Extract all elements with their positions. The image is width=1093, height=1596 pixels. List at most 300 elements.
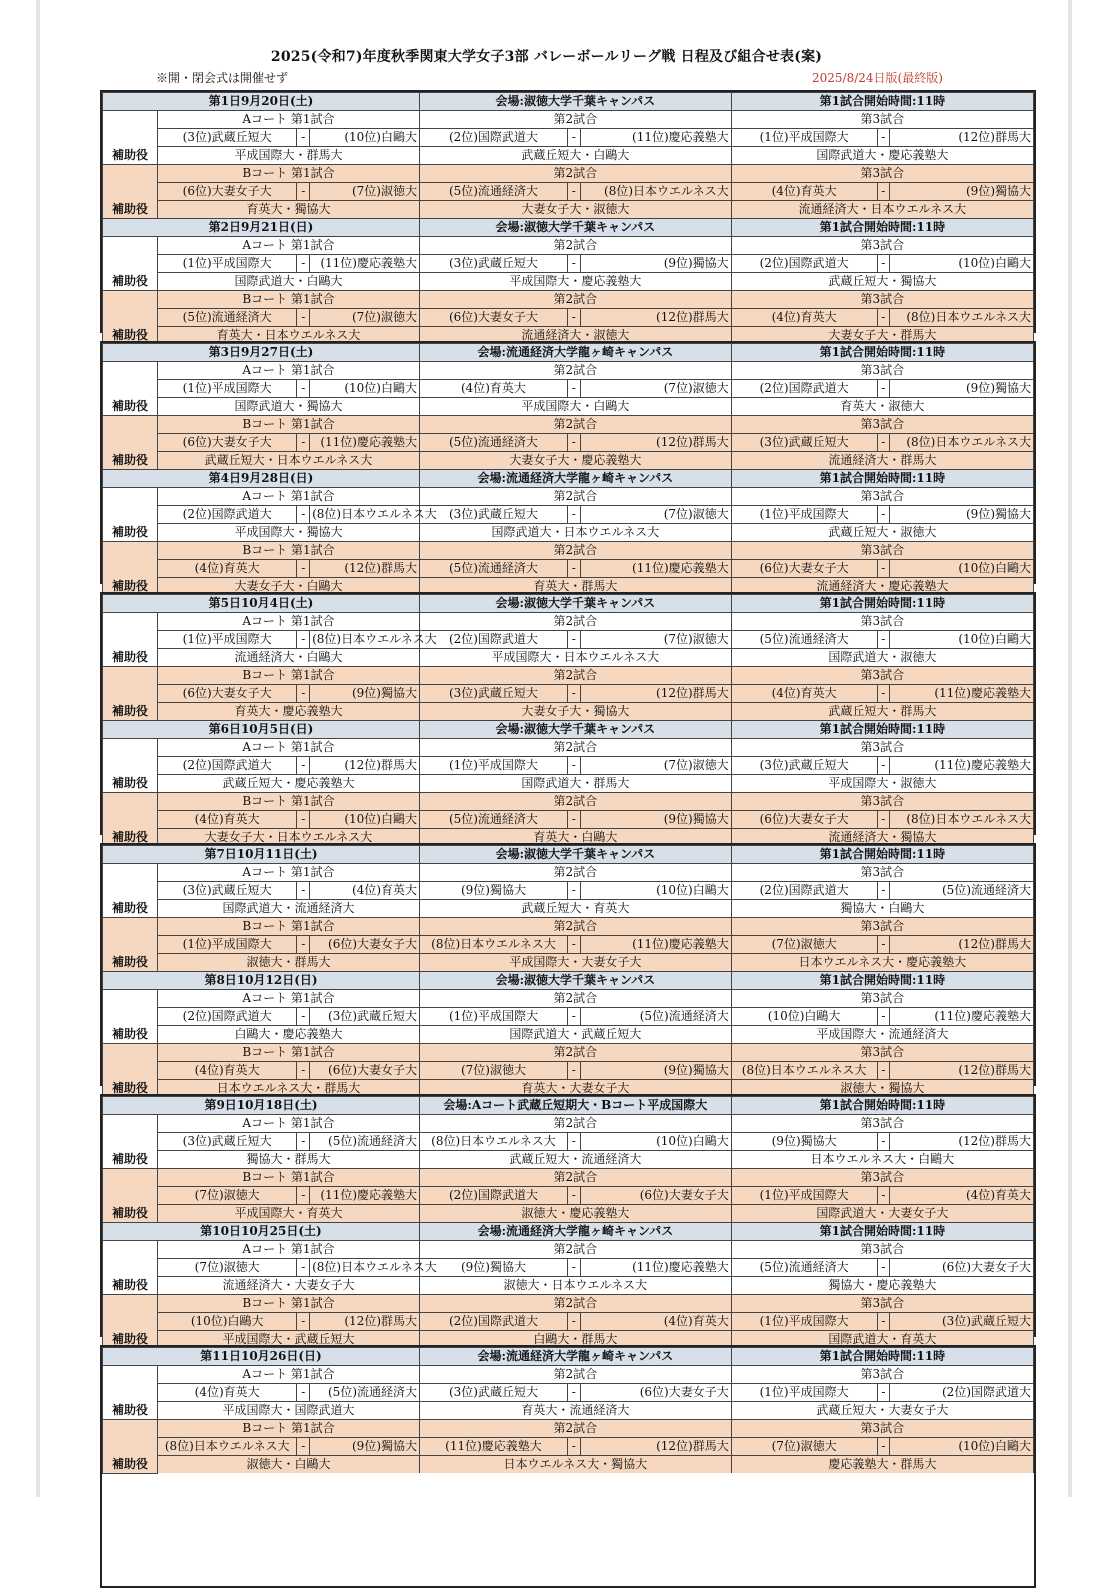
team-name: (11位)慶応義塾大 — [890, 757, 1034, 775]
helper-teams: 国際武道大・獨協大 — [157, 398, 419, 416]
day-start-time: 第1試合開始時間:11時 — [731, 219, 1033, 237]
day-header — [103, 219, 1034, 237]
team-name: (3位)武蔵丘短大 — [157, 1133, 296, 1151]
court-a-helper-row — [103, 147, 1034, 165]
match-label: 第2試合 — [419, 613, 731, 631]
team-name: (1位)平成国際大 — [731, 129, 877, 147]
helper-teams: 流通経済大・大妻女子大 — [157, 1277, 419, 1295]
court-a-helper-row — [103, 1026, 1034, 1044]
court-a-helper-row — [103, 398, 1034, 416]
court-match-label: Aコート 第1試合 — [157, 1115, 419, 1133]
team-name: (10位)白鷗大 — [890, 1438, 1034, 1456]
match-label: 第2試合 — [420, 1044, 732, 1062]
week-block — [100, 341, 1036, 593]
court-a-helper-row — [103, 1151, 1034, 1169]
team-name: (1位)平成国際大 — [157, 380, 296, 398]
team-name: (3位)武蔵丘短大 — [890, 1313, 1034, 1331]
match-label: 第3試合 — [731, 1241, 1033, 1259]
team-name: (3位)武蔵丘短大 — [310, 1008, 420, 1026]
team-name: (6位)大妻女子大 — [157, 183, 296, 201]
helper-teams: 日本ウエルネス大・白鷗大 — [731, 1151, 1033, 1169]
team-name: (7位)淑徳大 — [420, 1062, 568, 1080]
week-block — [100, 592, 1036, 844]
court-b-match-row — [103, 309, 1034, 327]
day-date: 第8日10月12日(日) — [103, 972, 420, 990]
court-a-match-row — [103, 757, 1034, 775]
court-a-match-row — [103, 1133, 1034, 1151]
team-name: (7位)淑徳大 — [580, 757, 731, 775]
team-name: (6位)大妻女子大 — [157, 685, 296, 703]
day-start-time: 第1試合開始時間:11時 — [731, 721, 1033, 739]
team-name: (8位)日本ウエルネス大 — [157, 1438, 296, 1456]
court-b-match-row — [103, 1062, 1034, 1080]
vs-dash: - — [297, 1133, 310, 1151]
court-a-label-row — [103, 1115, 1034, 1133]
vs-dash: - — [297, 1313, 310, 1331]
team-name: (8位)日本ウエルネス大 — [420, 1133, 568, 1151]
team-name: (10位)白鷗大 — [310, 129, 420, 147]
helper-teams: 平成国際大・日本ウエルネス大 — [419, 649, 731, 667]
team-name: (3位)武蔵丘短大 — [731, 757, 877, 775]
match-label: 第2試合 — [419, 362, 731, 380]
match-label: 第3試合 — [731, 1169, 1033, 1187]
court-b-label-row — [103, 1295, 1034, 1313]
team-name: (11位)慶応義塾大 — [580, 1259, 731, 1277]
team-name: (1位)平成国際大 — [157, 936, 296, 954]
court-match-label: Bコート 第1試合 — [157, 918, 419, 936]
team-name: (8位)日本ウエルネス大 — [890, 811, 1034, 829]
court-a-helper-row — [103, 649, 1034, 667]
helper-teams: 平成国際大・武蔵丘短大 — [157, 1331, 419, 1349]
team-name: (5位)流通経済大 — [731, 631, 877, 649]
court-b-match-row — [103, 183, 1034, 201]
helper-label: 補助役 — [103, 1366, 158, 1420]
vs-dash: - — [297, 1187, 310, 1205]
helper-teams: 平成国際大・淑徳大 — [731, 775, 1033, 793]
team-name: (1位)平成国際大 — [731, 1313, 877, 1331]
day-venue: 会場:流通経済大学龍ヶ崎キャンパス — [419, 470, 731, 488]
team-name: (8位)日本ウエルネス大 — [580, 183, 731, 201]
vs-dash: - — [297, 882, 310, 900]
match-label: 第3試合 — [731, 488, 1033, 506]
team-name: (5位)流通経済大 — [310, 1384, 420, 1402]
vs-dash: - — [877, 183, 890, 201]
day-start-time: 第1試合開始時間:11時 — [731, 846, 1033, 864]
court-a-helper-row — [103, 775, 1034, 793]
court-b-label-row — [103, 918, 1034, 936]
court-a-label-row — [103, 739, 1034, 757]
match-label: 第3試合 — [731, 1420, 1033, 1438]
vs-dash: - — [567, 1133, 580, 1151]
day-header — [103, 1348, 1034, 1366]
match-label: 第2試合 — [419, 165, 731, 183]
team-name: (9位)獨協大 — [890, 506, 1034, 524]
day-header — [103, 1097, 1034, 1115]
day-venue: 会場:淑徳大学千葉キャンパス — [420, 846, 732, 864]
court-a-helper-row — [103, 524, 1034, 542]
day-start-time: 第1試合開始時間:11時 — [731, 1348, 1033, 1366]
match-label: 第3試合 — [731, 1044, 1033, 1062]
vs-dash: - — [297, 936, 310, 954]
court-b-match-row — [103, 685, 1034, 703]
team-name: (2位)国際武道大 — [731, 255, 877, 273]
team-name: (6位)大妻女子大 — [890, 1259, 1034, 1277]
vs-dash: - — [877, 380, 890, 398]
team-name: (3位)武蔵丘短大 — [419, 685, 567, 703]
helper-teams: 平成国際大・育英大 — [157, 1205, 419, 1223]
day-start-time: 第1試合開始時間:11時 — [731, 972, 1033, 990]
team-name: (8位)日本ウエルネス大 — [310, 506, 420, 524]
team-name: (10位)白鷗大 — [580, 1133, 731, 1151]
helper-label: 補助役 — [103, 291, 158, 345]
team-name: (3位)武蔵丘短大 — [420, 1384, 568, 1402]
helper-teams: 国際武道大・群馬大 — [419, 775, 731, 793]
match-label: 第3試合 — [731, 1115, 1033, 1133]
team-name: (5位)流通経済大 — [890, 882, 1034, 900]
week-block — [100, 90, 1036, 342]
vs-dash: - — [297, 1008, 310, 1026]
helper-teams: 日本ウエルネス大・群馬大 — [157, 1080, 419, 1098]
match-label: 第2試合 — [419, 739, 731, 757]
match-label: 第2試合 — [420, 1169, 732, 1187]
match-label: 第3試合 — [731, 739, 1033, 757]
helper-teams: 日本ウエルネス大・獨協大 — [420, 1456, 732, 1474]
team-name: (7位)淑徳大 — [157, 1259, 296, 1277]
helper-teams: 育英大・日本ウエルネス大 — [157, 327, 419, 345]
helper-teams: 流通経済大・獨協大 — [731, 829, 1033, 847]
team-name: (11位)慶応義塾大 — [890, 1008, 1034, 1026]
court-b-label-row — [103, 291, 1034, 309]
match-label: 第3試合 — [731, 291, 1033, 309]
court-match-label: Aコート 第1試合 — [157, 1241, 419, 1259]
court-b-label-row — [103, 1044, 1034, 1062]
team-name: (10位)白鷗大 — [890, 631, 1034, 649]
team-name: (1位)平成国際大 — [157, 631, 296, 649]
day-date: 第3日9月27日(土) — [103, 344, 420, 362]
helper-teams: 育英大・白鷗大 — [419, 829, 731, 847]
court-a-label-row — [103, 488, 1034, 506]
team-name: (9位)獨協大 — [731, 1133, 877, 1151]
team-name: (6位)大妻女子大 — [731, 560, 877, 578]
day-date: 第5日10月4日(土) — [103, 595, 420, 613]
team-name: (1位)平成国際大 — [419, 757, 567, 775]
court-match-label: Bコート 第1試合 — [157, 416, 419, 434]
helper-teams: 大妻女子大・慶応義塾大 — [419, 452, 731, 470]
team-name: (11位)慶応義塾大 — [580, 936, 731, 954]
court-b-label-row — [103, 165, 1034, 183]
match-label: 第3試合 — [731, 542, 1033, 560]
team-name: (8位)日本ウエルネス大 — [890, 309, 1034, 327]
match-label: 第2試合 — [420, 1115, 732, 1133]
helper-teams: 武蔵丘短大・流通経済大 — [420, 1151, 732, 1169]
team-name: (3位)武蔵丘短大 — [731, 434, 877, 452]
team-name: (6位)大妻女子大 — [731, 811, 877, 829]
helper-label: 補助役 — [103, 918, 158, 972]
helper-teams: 育英大・淑徳大 — [731, 398, 1033, 416]
vs-dash: - — [877, 1438, 890, 1456]
helper-teams: 獨協大・群馬大 — [157, 1151, 419, 1169]
vs-dash: - — [297, 380, 310, 398]
day-date: 第11日10月26日(日) — [103, 1348, 420, 1366]
match-label: 第2試合 — [420, 1366, 732, 1384]
vs-dash: - — [297, 255, 310, 273]
team-name: (4位)育英大 — [731, 685, 877, 703]
day-date: 第2日9月21日(日) — [103, 219, 420, 237]
team-name: (4位)育英大 — [419, 380, 567, 398]
day-header — [103, 846, 1034, 864]
team-name: (4位)育英大 — [157, 560, 296, 578]
helper-label: 補助役 — [103, 111, 158, 165]
court-match-label: Bコート 第1試合 — [157, 793, 419, 811]
court-b-helper-row — [103, 1456, 1034, 1474]
day-start-time: 第1試合開始時間:11時 — [731, 595, 1033, 613]
court-b-helper-row — [103, 1080, 1034, 1098]
day-start-time: 第1試合開始時間:11時 — [731, 1097, 1033, 1115]
vs-dash: - — [297, 631, 310, 649]
helper-teams: 獨協大・慶応義塾大 — [731, 1277, 1033, 1295]
court-a-label-row — [103, 613, 1034, 631]
helper-teams: 平成国際大・慶応義塾大 — [419, 273, 731, 291]
court-a-match-row — [103, 631, 1034, 649]
court-a-label-row — [103, 1241, 1034, 1259]
team-name: (8位)日本ウエルネス大 — [890, 434, 1034, 452]
team-name: (5位)流通経済大 — [731, 1259, 877, 1277]
helper-teams: 国際武道大・育英大 — [731, 1331, 1033, 1349]
day-header — [103, 344, 1034, 362]
team-name: (10位)白鷗大 — [890, 560, 1034, 578]
team-name: (2位)国際武道大 — [420, 1187, 568, 1205]
vs-dash: - — [297, 1062, 310, 1080]
team-name: (10位)白鷗大 — [580, 882, 731, 900]
team-name: (12位)群馬大 — [890, 1062, 1034, 1080]
match-label: 第2試合 — [419, 416, 731, 434]
helper-teams: 育英大・流通経済大 — [420, 1402, 732, 1420]
vs-dash: - — [297, 685, 310, 703]
team-name: (5位)流通経済大 — [157, 309, 296, 327]
team-name: (2位)国際武道大 — [419, 129, 567, 147]
vs-dash: - — [567, 1062, 580, 1080]
day-start-time: 第1試合開始時間:11時 — [731, 344, 1033, 362]
helper-teams: 武蔵丘短大・育英大 — [420, 900, 732, 918]
team-name: (4位)育英大 — [890, 1187, 1034, 1205]
court-b-helper-row — [103, 703, 1034, 721]
team-name: (5位)流通経済大 — [580, 1008, 731, 1026]
helper-teams: 流通経済大・群馬大 — [731, 452, 1033, 470]
vs-dash: - — [877, 255, 890, 273]
team-name: (2位)国際武道大 — [157, 1008, 296, 1026]
court-match-label: Aコート 第1試合 — [157, 237, 419, 255]
court-a-match-row — [103, 255, 1034, 273]
match-label: 第3試合 — [731, 864, 1033, 882]
team-name: (4位)育英大 — [310, 882, 420, 900]
court-match-label: Aコート 第1試合 — [157, 1366, 419, 1384]
day-header — [103, 1223, 1034, 1241]
vs-dash: - — [877, 757, 890, 775]
vs-dash: - — [297, 434, 310, 452]
helper-teams: 武蔵丘短大・群馬大 — [731, 703, 1033, 721]
helper-teams: 育英大・群馬大 — [419, 578, 731, 596]
court-match-label: Aコート 第1試合 — [157, 613, 419, 631]
helper-teams: 平成国際大・流通経済大 — [731, 1026, 1033, 1044]
court-b-helper-row — [103, 578, 1034, 596]
match-label: 第3試合 — [731, 165, 1033, 183]
team-name: (1位)平成国際大 — [157, 255, 296, 273]
court-b-match-row — [103, 1438, 1034, 1456]
vs-dash: - — [877, 1062, 890, 1080]
court-match-label: Aコート 第1試合 — [157, 488, 419, 506]
team-name: (6位)大妻女子大 — [310, 1062, 420, 1080]
court-match-label: Aコート 第1試合 — [157, 990, 419, 1008]
court-b-match-row — [103, 434, 1034, 452]
team-name: (12位)群馬大 — [890, 1133, 1034, 1151]
week-block — [100, 1094, 1036, 1346]
court-a-helper-row — [103, 1277, 1034, 1295]
helper-label: 補助役 — [103, 1044, 158, 1098]
team-name: (5位)流通経済大 — [419, 560, 567, 578]
court-b-label-row — [103, 667, 1034, 685]
team-name: (7位)淑徳大 — [310, 183, 420, 201]
team-name: (4位)育英大 — [580, 1313, 731, 1331]
day-header — [103, 595, 1034, 613]
vs-dash: - — [567, 685, 580, 703]
vs-dash: - — [297, 309, 310, 327]
team-name: (4位)育英大 — [157, 811, 296, 829]
day-venue: 会場:淑徳大学千葉キャンパス — [419, 93, 731, 111]
helper-teams: 流通経済大・淑徳大 — [419, 327, 731, 345]
court-b-helper-row — [103, 954, 1034, 972]
helper-teams: 平成国際大・白鷗大 — [419, 398, 731, 416]
vs-dash: - — [567, 506, 580, 524]
match-label: 第2試合 — [420, 1241, 732, 1259]
team-name: (1位)平成国際大 — [731, 1384, 877, 1402]
court-a-label-row — [103, 990, 1034, 1008]
match-label: 第2試合 — [420, 1420, 732, 1438]
helper-label: 補助役 — [103, 237, 158, 291]
vs-dash: - — [877, 685, 890, 703]
team-name: (3位)武蔵丘短大 — [157, 129, 296, 147]
helper-teams: 武蔵丘短大・淑徳大 — [731, 524, 1033, 542]
team-name: (12位)群馬大 — [890, 936, 1034, 954]
court-a-helper-row — [103, 273, 1034, 291]
team-name: (5位)流通経済大 — [419, 434, 567, 452]
match-label: 第3試合 — [731, 613, 1033, 631]
team-name: (5位)流通経済大 — [419, 811, 567, 829]
vs-dash: - — [877, 882, 890, 900]
match-label: 第3試合 — [731, 1366, 1033, 1384]
team-name: (9位)獨協大 — [310, 685, 420, 703]
court-match-label: Bコート 第1試合 — [157, 1295, 419, 1313]
helper-teams: 慶応義塾大・群馬大 — [731, 1456, 1033, 1474]
court-b-helper-row — [103, 201, 1034, 219]
helper-label: 補助役 — [103, 488, 158, 542]
team-name: (2位)国際武道大 — [890, 1384, 1034, 1402]
vs-dash: - — [567, 1187, 580, 1205]
court-b-helper-row — [103, 327, 1034, 345]
helper-teams: 流通経済大・日本ウエルネス大 — [731, 201, 1033, 219]
helper-label: 補助役 — [103, 1115, 158, 1169]
helper-teams: 国際武道大・流通経済大 — [157, 900, 419, 918]
match-label: 第2試合 — [419, 667, 731, 685]
vs-dash: - — [297, 1438, 310, 1456]
helper-teams: 淑徳大・群馬大 — [157, 954, 419, 972]
helper-teams: 国際武道大・慶応義塾大 — [731, 147, 1033, 165]
page-edge-right — [1068, 0, 1072, 1497]
team-name: (1位)平成国際大 — [731, 1187, 877, 1205]
schedule-table — [100, 90, 1036, 1596]
helper-teams: 淑徳大・獨協大 — [731, 1080, 1033, 1098]
court-a-match-row — [103, 1259, 1034, 1277]
helper-teams: 淑徳大・白鷗大 — [157, 1456, 419, 1474]
team-name: (3位)武蔵丘短大 — [419, 506, 567, 524]
match-label: 第3試合 — [731, 237, 1033, 255]
vs-dash: - — [567, 936, 580, 954]
team-name: (11位)慶応義塾大 — [310, 1187, 420, 1205]
vs-dash: - — [297, 811, 310, 829]
vs-dash: - — [877, 1313, 890, 1331]
team-name: (2位)国際武道大 — [157, 506, 296, 524]
helper-label: 補助役 — [103, 1420, 158, 1474]
helper-teams: 武蔵丘短大・大妻女子大 — [731, 1402, 1033, 1420]
vs-dash: - — [877, 631, 890, 649]
court-a-label-row — [103, 111, 1034, 129]
team-name: (7位)淑徳大 — [580, 380, 731, 398]
team-name: (8位)日本ウエルネス大 — [310, 1259, 420, 1277]
team-name: (6位)大妻女子大 — [310, 936, 420, 954]
court-match-label: Aコート 第1試合 — [157, 864, 419, 882]
court-b-helper-row — [103, 452, 1034, 470]
day-date: 第9日10月18日(土) — [103, 1097, 420, 1115]
helper-teams: 国際武道大・武蔵丘短大 — [420, 1026, 732, 1044]
helper-teams: 平成国際大・大妻女子大 — [420, 954, 732, 972]
helper-teams: 淑徳大・日本ウエルネス大 — [420, 1277, 732, 1295]
helper-teams: 流通経済大・慶応義塾大 — [731, 578, 1033, 596]
team-name: (12位)群馬大 — [310, 1313, 420, 1331]
vs-dash: - — [567, 882, 580, 900]
team-name: (2位)国際武道大 — [420, 1313, 568, 1331]
team-name: (7位)淑徳大 — [731, 1438, 877, 1456]
team-name: (12位)群馬大 — [310, 757, 420, 775]
helper-label: 補助役 — [103, 1295, 158, 1349]
vs-dash: - — [877, 129, 890, 147]
helper-teams: 武蔵丘短大・白鷗大 — [419, 147, 731, 165]
vs-dash: - — [297, 506, 310, 524]
team-name: (8位)日本ウエルネス大 — [310, 631, 420, 649]
page-title: 2025(令和7)年度秋季関東大学女子3部 バレーボールリーグ戦 日程及び組合せ表(案) — [270, 49, 823, 65]
court-match-label: Bコート 第1試合 — [157, 165, 419, 183]
team-name: (9位)獨協大 — [890, 183, 1034, 201]
vs-dash: - — [877, 1384, 890, 1402]
court-match-label: Bコート 第1試合 — [157, 291, 419, 309]
team-name: (5位)流通経済大 — [419, 183, 567, 201]
day-start-time: 第1試合開始時間:11時 — [731, 93, 1033, 111]
day-venue: 会場:流通経済大学龍ヶ崎キャンパス — [419, 344, 731, 362]
vs-dash: - — [877, 1008, 890, 1026]
helper-label: 補助役 — [103, 416, 158, 470]
match-label: 第3試合 — [731, 416, 1033, 434]
helper-teams: 育英大・獨協大 — [157, 201, 419, 219]
helper-teams: 大妻女子大・獨協大 — [419, 703, 731, 721]
day-venue: 会場:Aコート武蔵丘短期大・Bコート平成国際大 — [420, 1097, 732, 1115]
vs-dash: - — [877, 434, 890, 452]
day-venue: 会場:流通経済大学龍ヶ崎キャンパス — [420, 1348, 732, 1366]
day-date: 第1日9月20日(土) — [103, 93, 420, 111]
team-name: (9位)獨協大 — [580, 811, 731, 829]
team-name: (6位)大妻女子大 — [580, 1384, 731, 1402]
court-b-helper-row — [103, 1331, 1034, 1349]
week-block — [100, 843, 1036, 1095]
team-name: (1位)平成国際大 — [731, 506, 877, 524]
team-name: (7位)淑徳大 — [310, 309, 420, 327]
